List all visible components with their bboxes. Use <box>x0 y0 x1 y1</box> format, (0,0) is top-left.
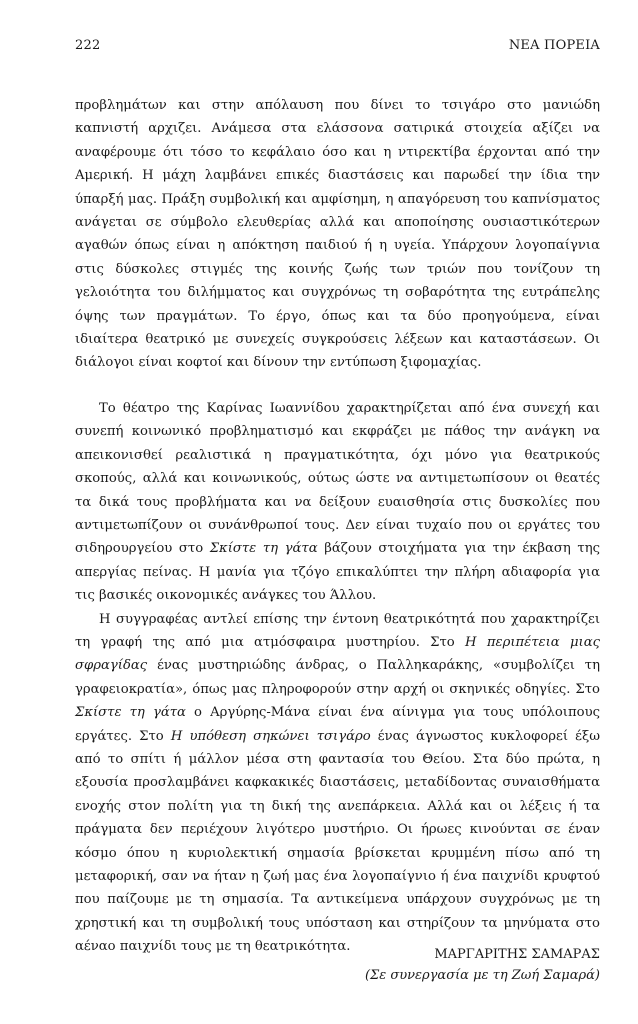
running-head <box>75 38 600 53</box>
play-title: Η περιπέτεια μιας σφραγίδας <box>75 634 601 674</box>
page-number: 222 <box>75 38 101 53</box>
article-body <box>75 94 600 959</box>
paragraph-3 <box>75 608 600 959</box>
collaboration-note: (Σε συνεργασία με τη Ζωή Σαμαρά) <box>364 968 600 983</box>
play-title: Σκίστε τη γάτα <box>209 541 318 557</box>
paragraph-1 <box>75 94 600 375</box>
text-segment: ένας μυστηριώδης άνδρας, ο Παλληκαράκης, «συμβολίζει τη γραφειοκρατία», όπως μας πληροφορούν στην αρχή οι σκηνικές οδηγίες. Στο <box>75 658 600 697</box>
paragraph-2 <box>75 397 600 608</box>
play-title: Σκίστε τη γάτα <box>75 705 186 721</box>
text-segment: Το θέατρο της Καρίνας Ιωαννίδου χαρακτηρίζεται από ένα συνεχή και συνεπή κοινωνικό προβληματισμό και εκφράζει με πάθος την ανάγκη να απεικονισθεί ρεαλιστικά η πραγματικότητα, όχι μόνο για θεατρικούς σκοπούς, αλλά και κοινωνικούς, ούτως ώστε να αντιμετωπίσουν οι θεατές τα δικά τους προβλήματα και να δείξουν ευαισθησία στις δυσκολίες που αντιμετωπίζουν οι συνάνθρωποί τους. Δεν είναι τυχαίο που οι εργάτες του σιδηρουργείου στο <box>75 400 600 557</box>
text-segment: Η συγγραφέας αντλεί επίσης την έντονη θεατρικότητά που χαρακτηρίζει τη γραφή της από μια ατμόσφαιρα μυστηρίου. Στο <box>75 611 600 650</box>
author-name: ΜΑΡΓΑΡΙΤΗΣ ΣΑΜΑΡΑΣ <box>434 947 600 962</box>
text-segment: βάζουν στοιχήματα για την έκβαση της απεργίας πείνας. Η μανία για τζόγο επικαλύπτει την πλήρη αδιαφορία για τις βασικές οικονομικές ανάγκες του Άλλου. <box>75 541 601 604</box>
text-segment: ένας άγνωστος κυκλοφορεί έξω από το σπίτι ή μάλλον μέσα στη φαντασία του Θείου. Στα δύο πρώτα, η εξουσία προσλαμβάνει καφκακικές διαστάσεις, μεταδίδοντας συναισθήματα ενοχής στον πολίτη για τη δική της ανεπάρκεια. Αλλά και οι λέξεις ή τα πράγματα δεν περιέχουν λιγότερο μυστήριο. Οι ήρωες κινούνται σε έναν κόσμο όπου η κυριολεκτική σημασία βρίσκεται κρυμμένη πίσω από τη μεταφορική, σαν να ήταν η ζωή μας ένα λογοπαίγνιο ή ένα παιχνίδι κρυφτού που παίζουμε με τη σημασία. Τα αντικείμενα υπάρχουν συγχρόνως με τη χρηστική και τη συμβολική τους υπόσταση και στηρίζουν τα μηνύματα στο αέναο παιχνίδι τους με τη θεατρικότητα. <box>75 728 600 955</box>
text-segment: ο Αργύρης-Μάνα είναι ένα αίνιγμα για τους υπόλοιπους εργάτες. Στο <box>75 705 600 744</box>
play-title: Η υπόθεση σηκώνει τσιγάρο <box>170 728 371 744</box>
text-segment: προβλημάτων και στην απόλαυση που δίνει το τσιγάρο στο μανιώδη καπνιστή αρχιζει. Ανάμεσα στα ελάσσονα σατιρικά στοιχεία αξίζει να αναφέρουμε ότι τόσο το κεφάλαιο όσο και η ντιρεκτίβα έρχονται από την Αμερική. Η μάχη λαμβάνει επικές διαστάσεις και παρωδεί την ίδια την ύπαρξή μας. Πράξη συμβολική και αμφίσημη, η απαγόρευση του καπνίσματος ανάγεται σε σύμβολο ελευθερίας αλλά και αποποίησης ουσιαστικότερων αγαθών όπως είναι η απόκτηση παιδιού ή η υγεία. Υπάρχουν λογοπαίγνια στις δύσκολες στιγμές της κοινής ζωής των τριών που τονίζουν τη γελοιότητα του διλήμματος και συγχρόνως τη σοβαρότητα της ευτράπελης όψης των πραγμάτων. Το έργο, όπως και τα δύο προηγούμενα, είναι ιδιαίτερα θεατρικό με συνεχείς συγκρούσεις λέξεων και καταστάσεων. Οι διάλογοι είναι κοφτοί και δίνουν την εντύπωση ξιφομαχίας. <box>75 98 600 371</box>
signature-block <box>365 944 600 986</box>
journal-title: ΝΕΑ ΠΟΡΕΙΑ <box>508 38 600 53</box>
